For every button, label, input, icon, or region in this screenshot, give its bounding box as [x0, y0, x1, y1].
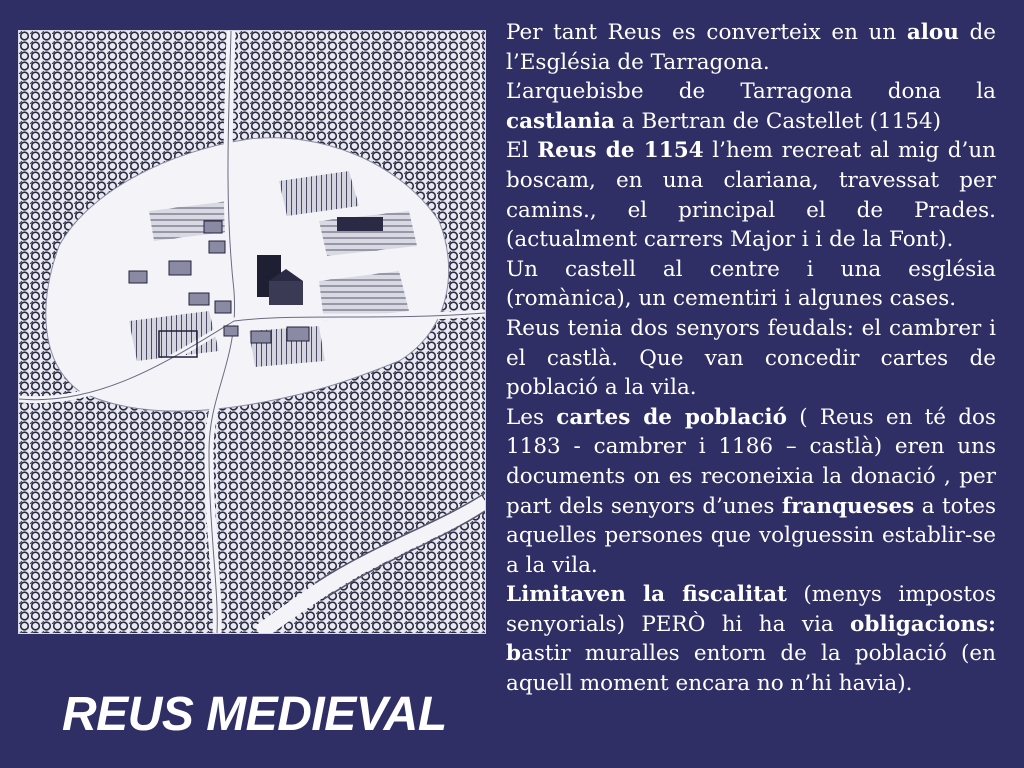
village-illustration	[18, 30, 486, 634]
text-run: El	[506, 138, 538, 164]
text-run: ( Reus en té dos 1183 - cambrer i 1186 – castlà) eren uns documents on es reconeixia la donació , per part dels senyors d’unes	[506, 404, 997, 519]
bold-text: franqueses	[781, 493, 915, 519]
text-run: (menys impostos senyorials) PERÒ hi ha via	[506, 582, 996, 637]
text-run: astir muralles entorn de la població (en aquell moment encara no n’hi havia).	[506, 641, 996, 697]
text-run: a Bertran de Castellet (1154)	[614, 108, 942, 134]
text-run: Un castell al centre i una església (romànica), un cementiri i algunes cases.	[506, 256, 996, 312]
text-run: Reus tenia dos senyors feudals: el cambrer i el castlà. Que van concedir cartes de població a la vila.	[506, 315, 996, 401]
slide-title: REUS MEDIEVAL	[62, 688, 447, 741]
bold-text: Limitaven la fiscalitat	[506, 582, 787, 608]
paragraph	[506, 403, 996, 581]
paragraph	[506, 255, 996, 314]
paragraph	[506, 18, 996, 77]
bold-text: Reus de 1154	[537, 138, 704, 164]
bold-text: castlania	[506, 108, 615, 134]
bold-text: cartes de població	[556, 404, 787, 430]
church	[269, 281, 303, 305]
bold-text: alou	[906, 20, 959, 45]
bold-text: obligacions: b	[506, 611, 996, 667]
paragraph	[506, 314, 996, 403]
text-run: de l’Església de Tarragona.	[506, 20, 996, 75]
text-run: Per tant Reus es converteix en un	[506, 20, 907, 45]
text-run: L’arquebisbe de Tarragona dona la	[506, 79, 996, 105]
text-run: l’hem recreat al mig d’un boscam, en una clariana, travessat per camins., el principal el de Prades. (actualment carrers Major i i de la Font).	[506, 138, 997, 253]
village-engraving-icon	[19, 31, 485, 633]
text-run: Les	[506, 404, 557, 430]
paragraph	[506, 580, 996, 698]
text-column	[506, 18, 996, 699]
dark-field	[337, 217, 383, 231]
paragraph	[506, 136, 996, 254]
text-run: a totes aquelles persones que volguessin establir-se a la vila.	[506, 493, 996, 578]
paragraph	[506, 77, 996, 136]
